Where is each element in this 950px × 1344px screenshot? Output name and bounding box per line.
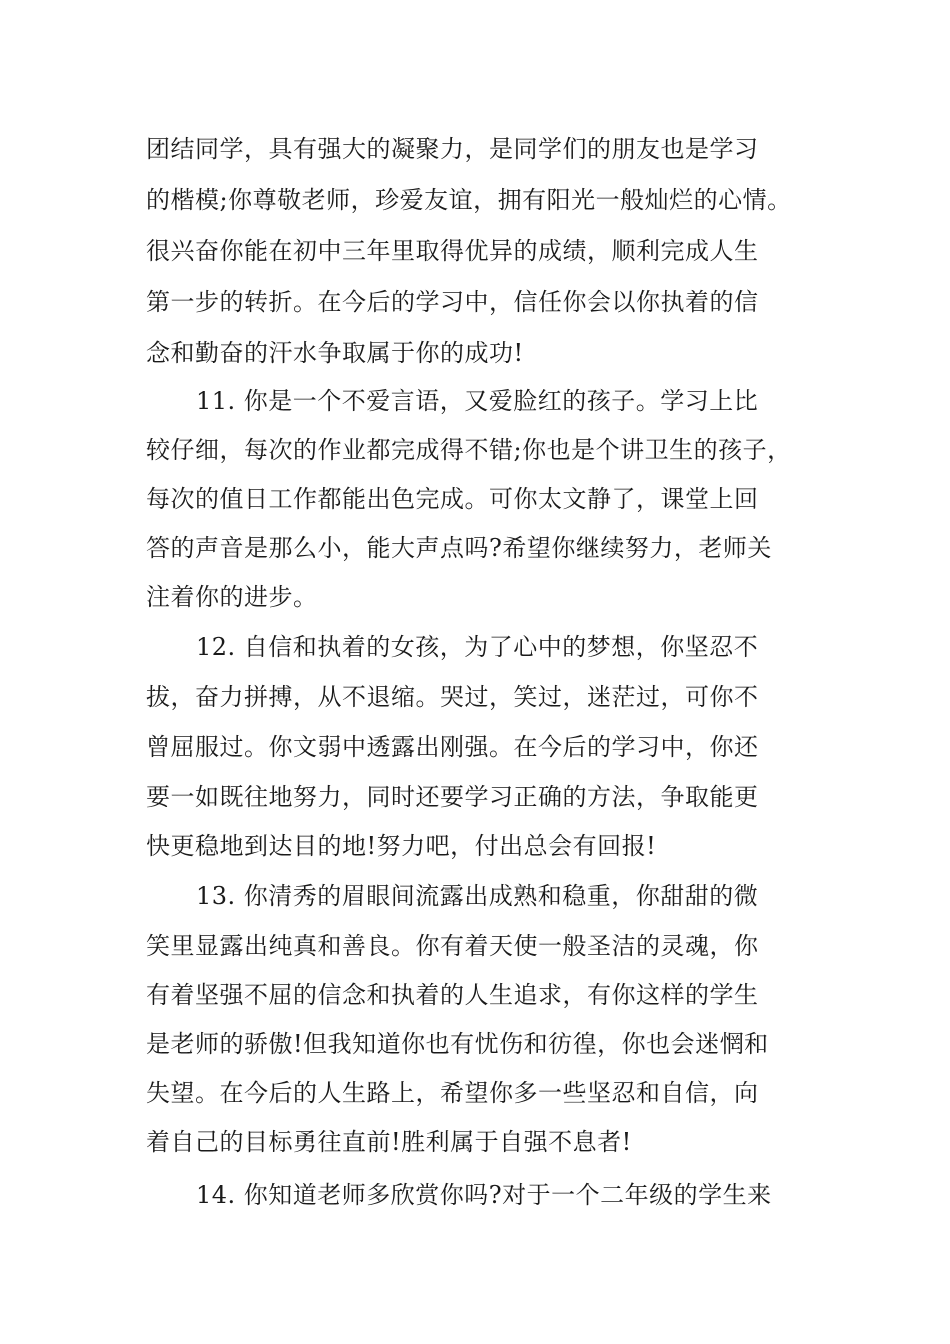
text-line: 有着坚强不屈的信念和执着的人生追求，有你这样的学生 bbox=[146, 981, 759, 1009]
text-line: 每次的值日工作都能出色完成。可你太文静了，课堂上回 bbox=[146, 485, 759, 513]
text-line: 是老师的骄傲!但我知道你也有忧伤和彷徨，你也会迷惘和 bbox=[146, 1030, 769, 1058]
text-line: 着自己的目标勇往直前!胜利属于自强不息者! bbox=[146, 1128, 632, 1156]
text-line: 很兴奋你能在初中三年里取得优异的成绩，顺利完成人生 bbox=[146, 237, 759, 265]
text-line: 念和勤奋的汗水争取属于你的成功! bbox=[146, 339, 524, 367]
paragraph-12-first-line: 12. 自信和执着的女孩，为了心中的梦想，你坚忍不 bbox=[196, 633, 759, 661]
text-line: 的楷模;你尊敬老师，珍爱友谊，拥有阳光一般灿烂的心情。 bbox=[146, 186, 792, 214]
text-line: 较仔细，每次的作业都完成得不错;你也是个讲卫生的孩子， bbox=[146, 436, 792, 464]
paragraph-11-first-line: 11. 你是一个不爱言语，又爱脸红的孩子。学习上比 bbox=[196, 387, 759, 415]
text-line: 失望。在今后的人生路上，希望你多一些坚忍和自信，向 bbox=[146, 1079, 759, 1107]
text-line: 快更稳地到达目的地!努力吧，付出总会有回报! bbox=[146, 832, 657, 860]
text-line: 注着你的进步。 bbox=[146, 583, 318, 611]
text-line: 曾屈服过。你文弱中透露出刚强。在今后的学习中，你还 bbox=[146, 733, 759, 761]
text-line: 团结同学，具有强大的凝聚力，是同学们的朋友也是学习 bbox=[146, 135, 759, 163]
text-line: 笑里显露出纯真和善良。你有着天使一般圣洁的灵魂，你 bbox=[146, 932, 759, 960]
text-line: 拔，奋力拼搏，从不退缩。哭过，笑过，迷茫过，可你不 bbox=[146, 683, 759, 711]
text-line: 第一步的转折。在今后的学习中，信任你会以你执着的信 bbox=[146, 288, 759, 316]
paragraph-14-first-line: 14. 你知道老师多欣赏你吗?对于一个二年级的学生来 bbox=[196, 1181, 772, 1209]
text-line: 要一如既往地努力，同时还要学习正确的方法，争取能更 bbox=[146, 783, 759, 811]
text-line: 答的声音是那么小，能大声点吗?希望你继续努力，老师关 bbox=[146, 534, 772, 562]
paragraph-13-first-line: 13. 你清秀的眉眼间流露出成熟和稳重，你甜甜的微 bbox=[196, 882, 759, 910]
